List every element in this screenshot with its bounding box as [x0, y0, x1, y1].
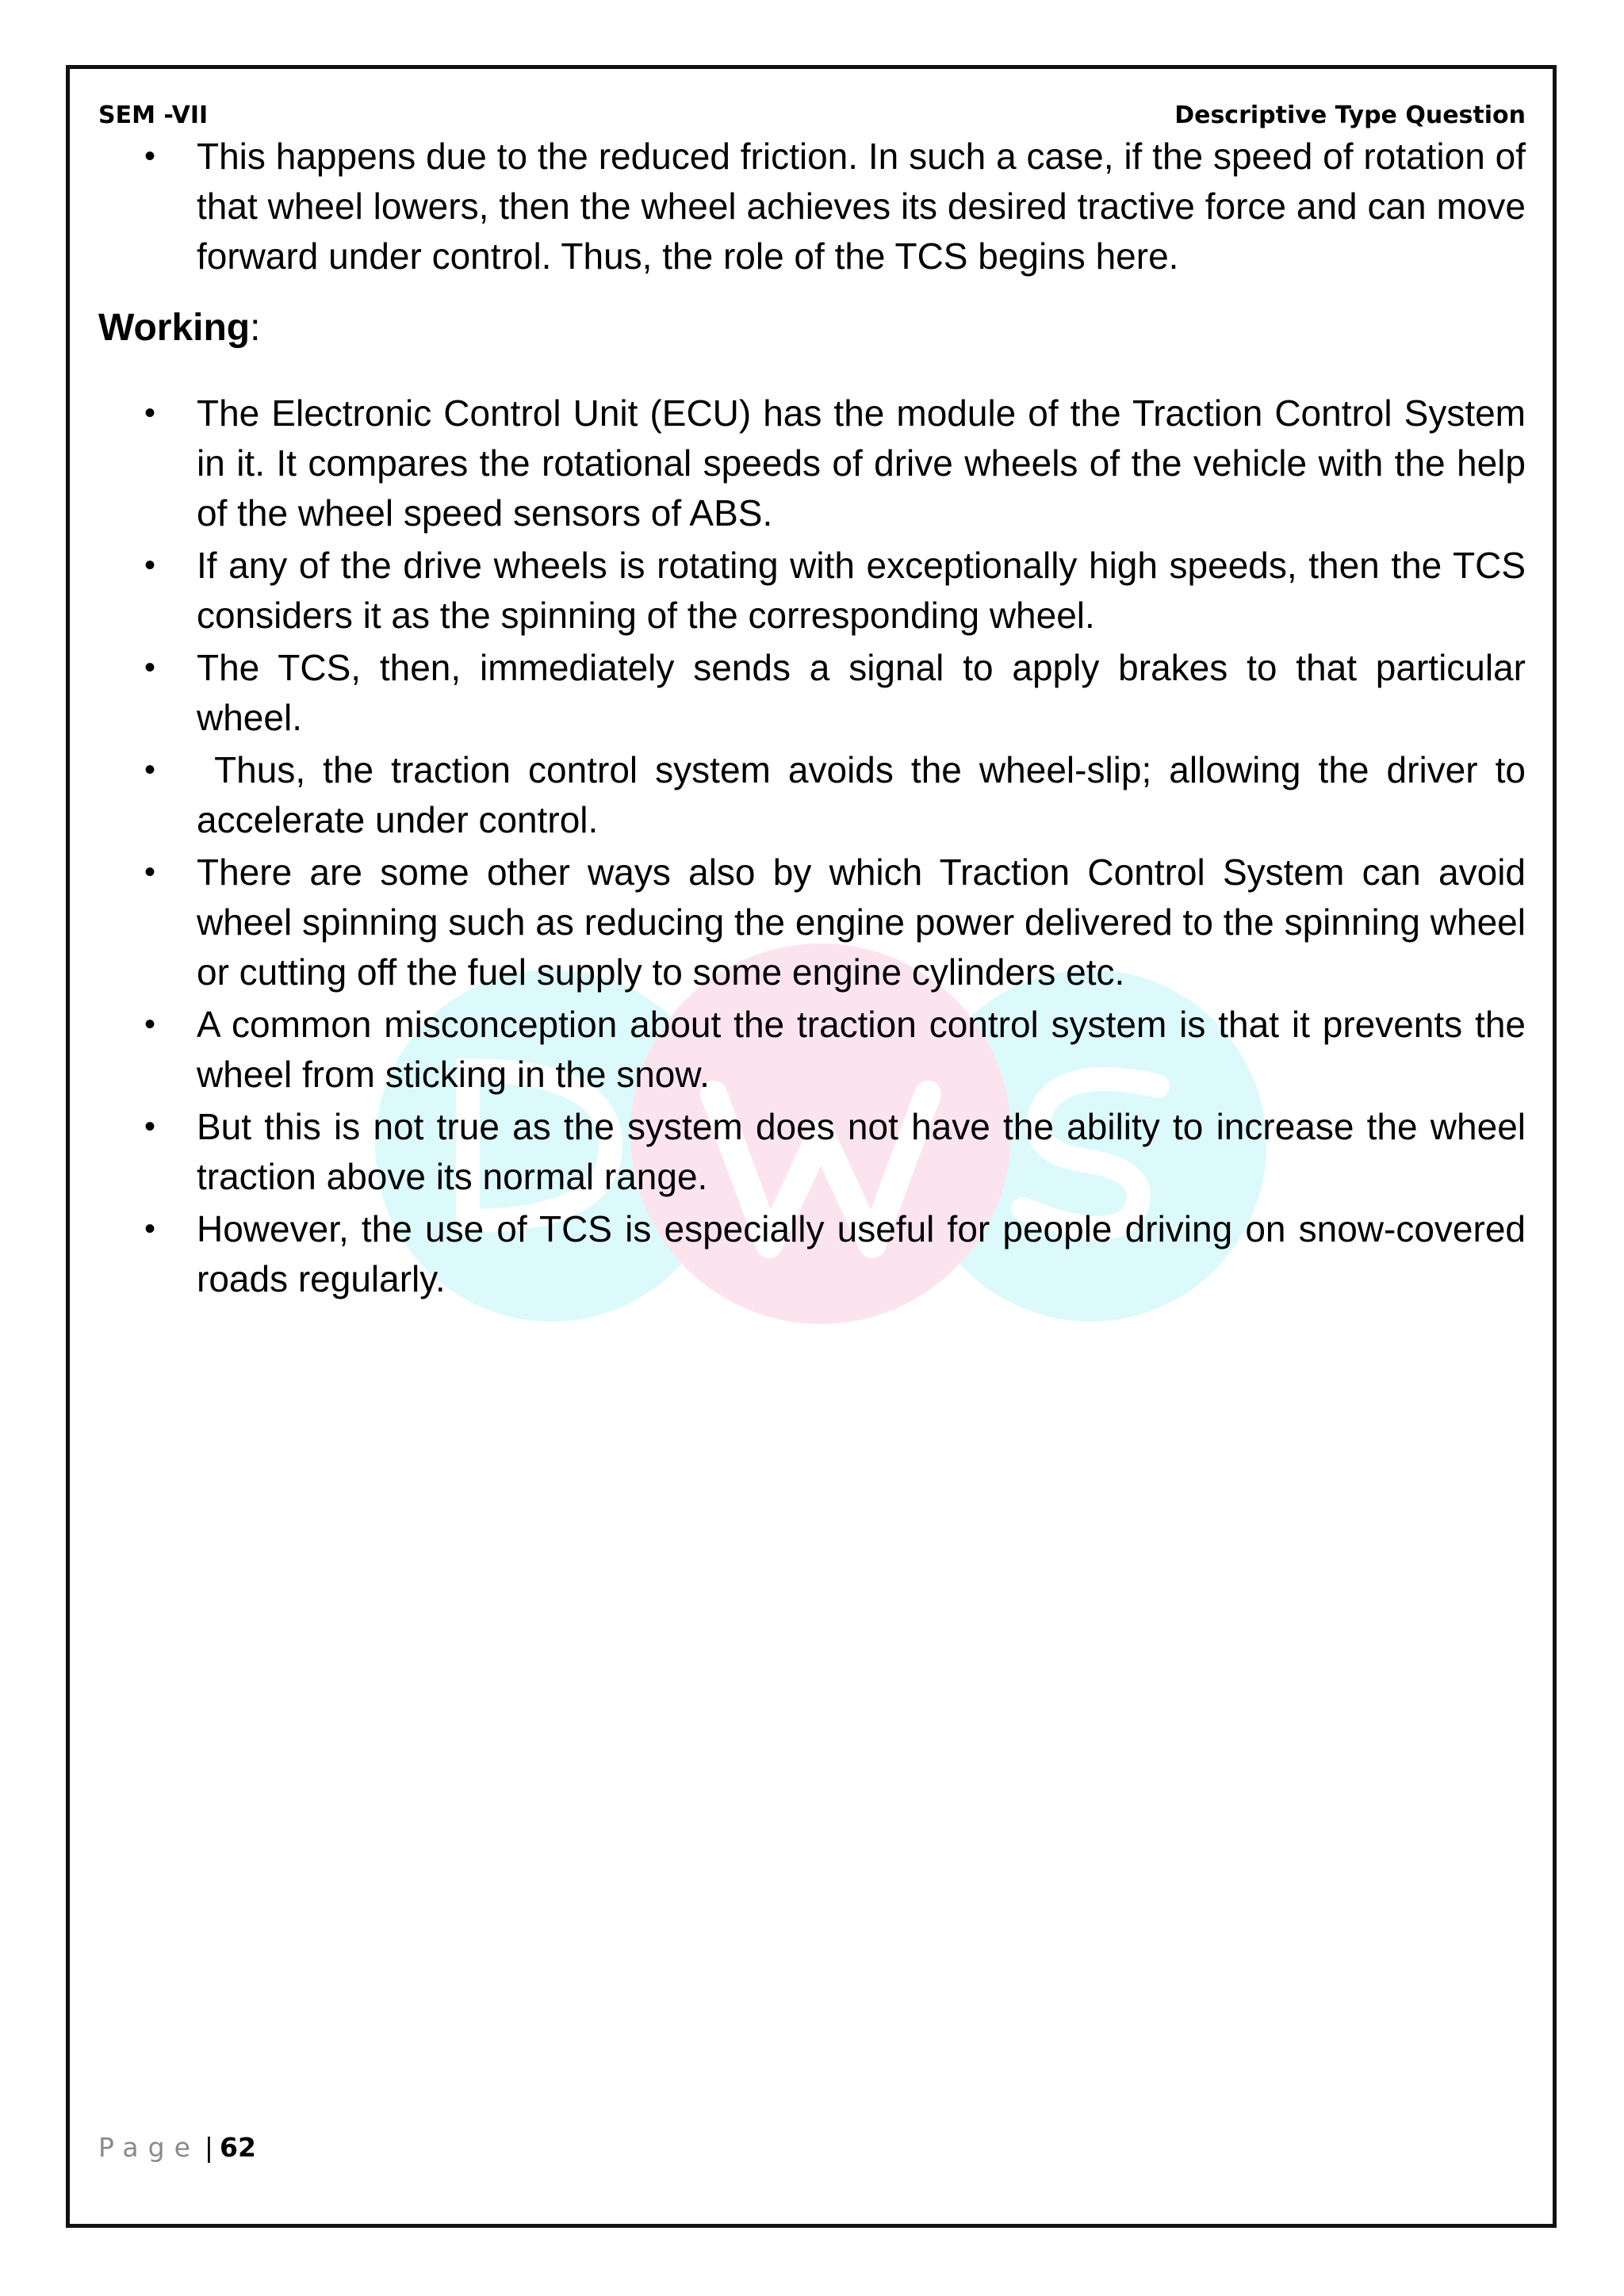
list-item-text: The TCS, then, immediately sends a signal to apply brakes to that particular wheel. [197, 647, 1526, 738]
list-item [98, 1102, 1526, 1202]
header-question-type: Descriptive Type Question [1174, 101, 1526, 129]
bullet-icon: • [144, 1211, 156, 1246]
list-item [98, 745, 1536, 845]
list-item-text: But this is not true as the system does not have the ability to increase the wheel traction above its normal range. [197, 1106, 1526, 1197]
list-item [98, 1000, 1526, 1100]
list-item [98, 643, 1526, 743]
bullet-icon: • [144, 139, 156, 174]
bullet-icon: • [144, 1007, 156, 1042]
list-item-text: There are some other ways also by which Traction Control System can avoid wheel spinning such as reducing the engine power delivered to the spinning wheel or cutting off the fuel supply to some engine cylinders etc. [197, 851, 1526, 993]
bullet-icon: • [144, 855, 156, 890]
section-heading-text: Working [98, 307, 251, 349]
intro-bullet-list [98, 132, 1526, 281]
bullet-icon: • [144, 650, 156, 685]
footer-separator: | [204, 2132, 214, 2163]
list-item [98, 1204, 1526, 1304]
section-heading-colon: : [250, 307, 261, 349]
list-item-text: The Electronic Control Unit (ECU) has the module of the Traction Control System in it. It compares the rotational speeds of drive wheels of the vehicle with the help of the wheel speed sensors of ABS. [197, 392, 1526, 534]
page-number: 62 [220, 2132, 256, 2163]
bullet-icon: • [144, 1109, 156, 1144]
list-item [98, 132, 1526, 281]
list-item-text: However, the use of TCS is especially useful for people driving on snow-covered roads regularly. [197, 1208, 1526, 1299]
list-item [98, 388, 1526, 538]
list-item [98, 848, 1526, 997]
list-item-text: Thus, the traction control system avoids the wheel-slip; allowing the driver to accelerate under control. [197, 749, 1536, 840]
working-bullet-list [98, 388, 1536, 1304]
header-semester: SEM -VII [98, 101, 209, 129]
bullet-icon: • [144, 752, 156, 787]
section-heading [98, 303, 1526, 353]
list-item-text: A common misconception about the traction control system is that it prevents the wheel from sticking in the snow. [197, 1004, 1526, 1095]
bullet-icon: • [144, 396, 156, 430]
bullet-icon: • [144, 548, 156, 583]
page-content [98, 132, 1536, 1307]
list-item [98, 541, 1526, 641]
page-footer [98, 2131, 256, 2164]
list-item-text: This happens due to the reduced friction. In such a case, if the speed of rotation of that wheel lowers, then the wheel achieves its desired tractive force and can move forward under control. Thus, the role of the TCS begins here. [197, 136, 1526, 277]
list-item-text: If any of the drive wheels is rotating with exceptionally high speeds, then the TCS considers it as the spinning of the corresponding wheel. [197, 545, 1526, 636]
footer-page-label: Page [98, 2132, 200, 2163]
